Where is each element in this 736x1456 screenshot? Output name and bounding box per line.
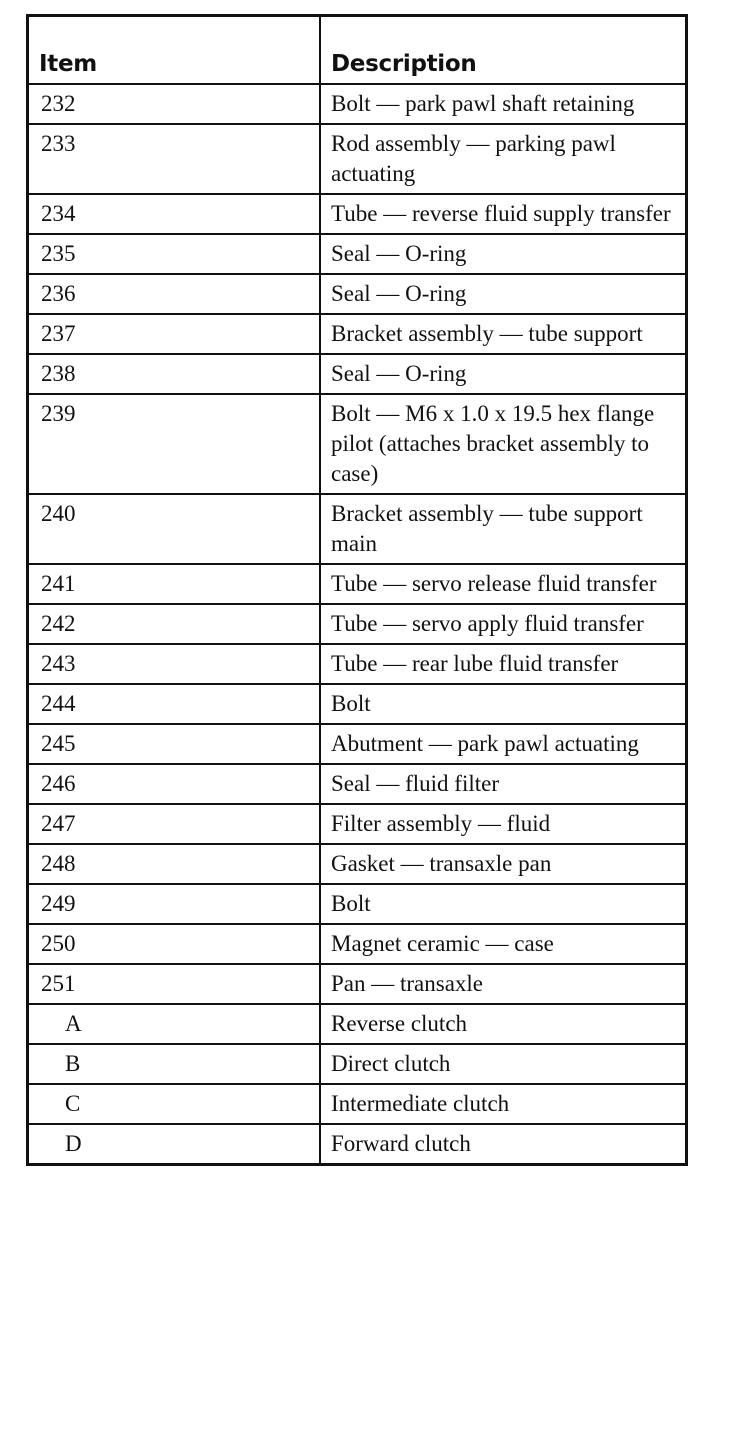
item-number: 250 <box>29 924 320 964</box>
item-number: 242 <box>29 604 320 644</box>
table-row <box>29 604 685 644</box>
item-description: Bolt — park pawl shaft retaining <box>320 84 685 124</box>
item-description: Seal — O-ring <box>320 274 685 314</box>
table-row <box>29 1004 685 1044</box>
item-description: Bolt <box>320 684 685 724</box>
parts-table <box>29 17 685 1163</box>
table-row <box>29 1084 685 1124</box>
table-row <box>29 684 685 724</box>
item-number: 234 <box>29 194 320 234</box>
item-number: 245 <box>29 724 320 764</box>
table-row <box>29 1124 685 1163</box>
table-row <box>29 494 685 564</box>
item-description: Reverse clutch <box>320 1004 685 1044</box>
item-number: 233 <box>29 124 320 194</box>
item-description: Magnet ceramic — case <box>320 924 685 964</box>
parts-table-frame <box>26 14 688 1166</box>
item-description: Gasket — transaxle pan <box>320 844 685 884</box>
table-row <box>29 804 685 844</box>
item-number: 239 <box>29 394 320 494</box>
item-description: Bracket assembly — tube support main <box>320 494 685 564</box>
table-row <box>29 194 685 234</box>
item-description: Forward clutch <box>320 1124 685 1163</box>
item-number: 244 <box>29 684 320 724</box>
item-description: Bolt — M6 x 1.0 x 19.5 hex flange pilot (attaches bracket assembly to case) <box>320 394 685 494</box>
item-description: Tube — reverse fluid supply transfer <box>320 194 685 234</box>
table-row <box>29 644 685 684</box>
item-description: Bolt <box>320 884 685 924</box>
table-header-row <box>29 17 685 84</box>
column-header-description: Description <box>320 17 685 84</box>
item-description: Intermediate clutch <box>320 1084 685 1124</box>
item-number: 249 <box>29 884 320 924</box>
item-number: 237 <box>29 314 320 354</box>
item-number: C <box>29 1084 320 1124</box>
item-description: Bracket assembly — tube support <box>320 314 685 354</box>
table-row <box>29 1044 685 1084</box>
table-row <box>29 764 685 804</box>
item-number: D <box>29 1124 320 1163</box>
item-number: A <box>29 1004 320 1044</box>
item-number: 241 <box>29 564 320 604</box>
item-description: Rod assembly — parking pawl actuating <box>320 124 685 194</box>
table-row <box>29 84 685 124</box>
item-description: Seal — O-ring <box>320 354 685 394</box>
table-row <box>29 924 685 964</box>
table-row <box>29 724 685 764</box>
item-number: 248 <box>29 844 320 884</box>
item-description: Abutment — park pawl actuating <box>320 724 685 764</box>
item-description: Seal — O-ring <box>320 234 685 274</box>
item-number: 235 <box>29 234 320 274</box>
item-description: Filter assembly — fluid <box>320 804 685 844</box>
item-number: 243 <box>29 644 320 684</box>
table-row <box>29 394 685 494</box>
item-description: Tube — rear lube fluid transfer <box>320 644 685 684</box>
item-description: Direct clutch <box>320 1044 685 1084</box>
table-row <box>29 884 685 924</box>
table-row <box>29 964 685 1004</box>
item-number: 238 <box>29 354 320 394</box>
item-number: 247 <box>29 804 320 844</box>
table-row <box>29 354 685 394</box>
table-row <box>29 234 685 274</box>
item-number: B <box>29 1044 320 1084</box>
table-row <box>29 844 685 884</box>
item-description: Seal — fluid filter <box>320 764 685 804</box>
table-row <box>29 314 685 354</box>
table-body <box>29 84 685 1163</box>
item-number: 246 <box>29 764 320 804</box>
table-row <box>29 274 685 314</box>
table-row <box>29 564 685 604</box>
item-number: 251 <box>29 964 320 1004</box>
item-description: Pan — transaxle <box>320 964 685 1004</box>
column-header-item: Item <box>29 17 320 84</box>
item-number: 232 <box>29 84 320 124</box>
item-description: Tube — servo apply fluid transfer <box>320 604 685 644</box>
item-number: 240 <box>29 494 320 564</box>
table-row <box>29 124 685 194</box>
item-number: 236 <box>29 274 320 314</box>
item-description: Tube — servo release fluid transfer <box>320 564 685 604</box>
